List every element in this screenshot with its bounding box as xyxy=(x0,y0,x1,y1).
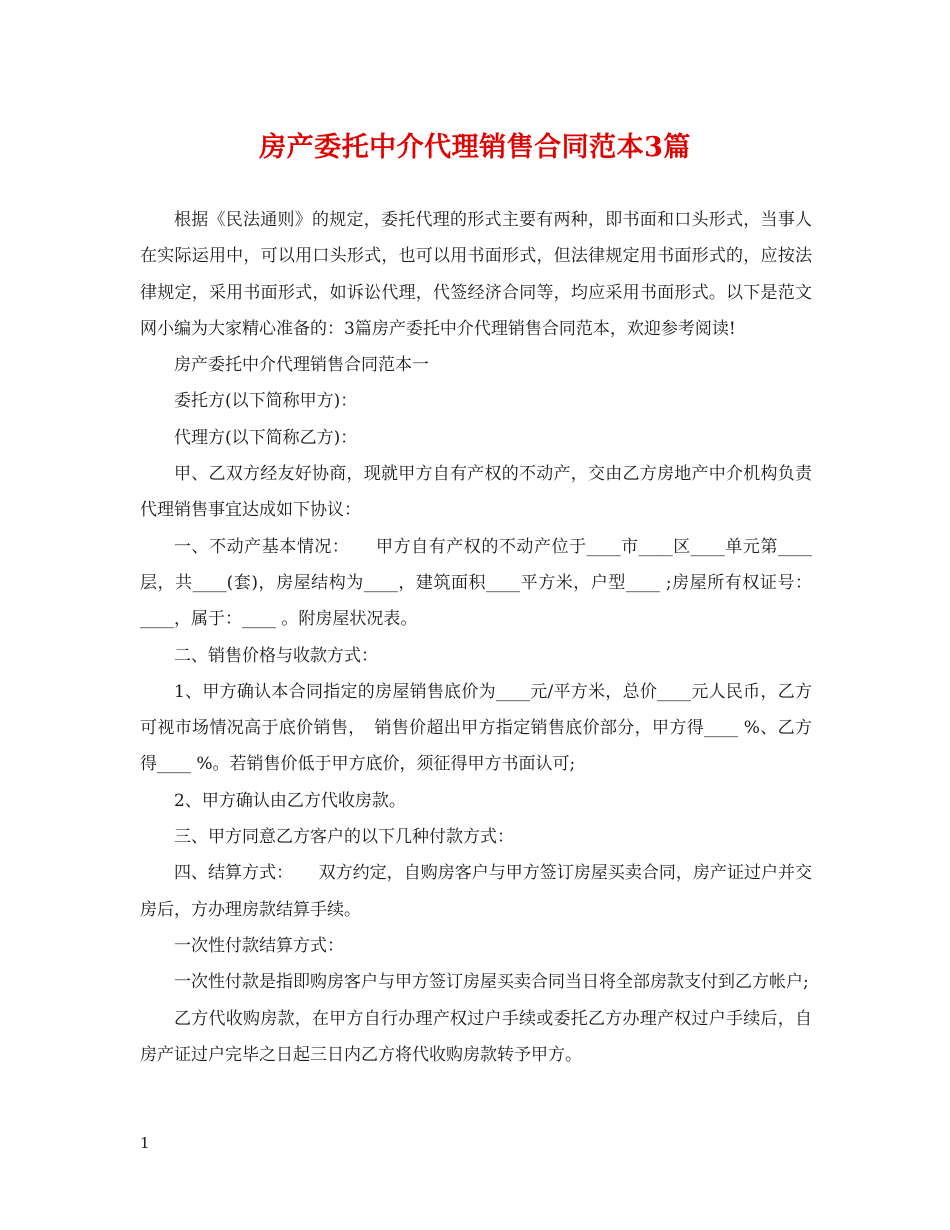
section-payment-methods: 三、甲方同意乙方客户的以下几种付款方式： xyxy=(174,827,514,848)
agreement-preamble: 甲、乙双方经友好协商，现就甲方自有产权的不动产，交由乙方房地产中介机构负责代理销售事宜达成如下协议： xyxy=(140,464,812,521)
document-title: 房产委托中介代理销售合同范本3篇 xyxy=(259,132,691,163)
clause-price: 1、甲方确认本合同指定的房屋销售底价为____元/平方米，总价____元人民币，乙方可视市场情况高于底价销售， 销售价超出甲方指定销售底价部分，甲方得____ %、乙方得____ %。若销售价低于甲方底价，须征得甲方书面认可; xyxy=(140,681,812,775)
section-settlement: 四、结算方式： 双方约定，自购房客户与甲方签订房屋买卖合同，房产证过户并交房后，方办理房款结算手续。 xyxy=(140,863,812,920)
transfer-clause: 乙方代收购房款，在甲方自行办理产权过户手续或委托乙方办理产权过户手续后，自房产证过户完毕之日起三日内乙方将代收购房款转予甲方。 xyxy=(140,1008,812,1065)
party-b-line: 代理方(以下简称乙方)： xyxy=(174,427,358,448)
intro-paragraph: 根据《民法通则》的规定，委托代理的形式主要有两种，即书面和口头形式，当事人在实际运用中，可以用口头形式，也可以用书面形式，但法律规定用书面形式的，应按法律规定，采用书面形式，如诉讼代理，代签经济合同等，均应采用书面形式。以下是范文网小编为大家精心准备的：3篇房产委托中介代理销售合同范本，欢迎参考阅读! xyxy=(140,210,812,339)
section-property-info: 一、不动产基本情况： 甲方自有产权的不动产位于____市____区____单元第____层，共____(套)，房屋结构为____，建筑面积____平方米，户型____ ;房屋所有权证号：____，属于：____ 。附房屋状况表。 xyxy=(140,536,812,630)
document-body xyxy=(140,202,812,1073)
lump-sum-heading: 一次性付款结算方式： xyxy=(174,935,344,956)
contract-heading: 房产委托中介代理销售合同范本一 xyxy=(174,355,429,376)
party-a-line: 委托方(以下简称甲方)： xyxy=(174,391,358,412)
clause-collection: 2、甲方确认由乙方代收房款。 xyxy=(174,790,406,811)
section-price-heading: 二、销售价格与收款方式： xyxy=(174,645,378,666)
page-number: 1 xyxy=(140,1134,150,1152)
lump-sum-definition: 一次性付款是指即购房客户与甲方签订房屋买卖合同当日将全部房款支付到乙方帐户; xyxy=(174,972,809,993)
